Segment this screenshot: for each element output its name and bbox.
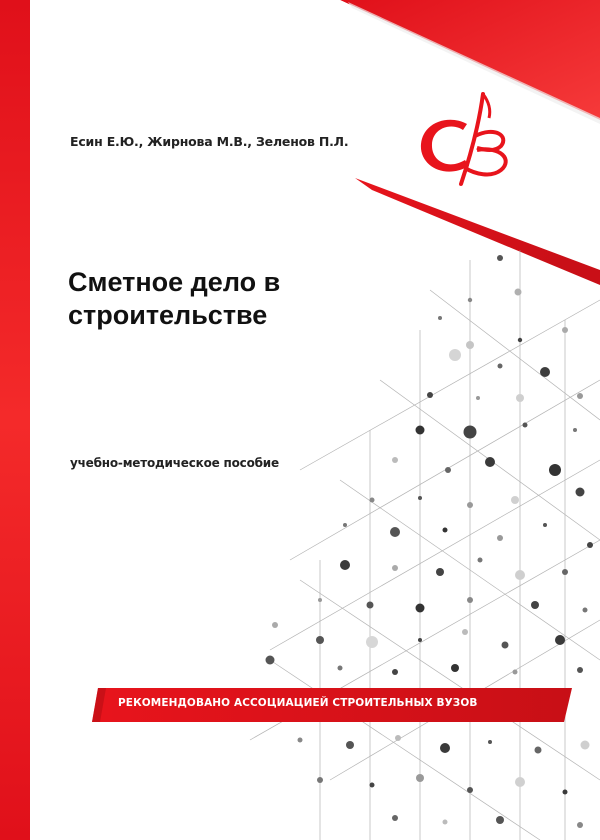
title-line-1: Сметное дело в <box>68 267 281 297</box>
recommendation-banner-text: РЕКОМЕНДОВАНО АССОЦИАЦИЕЙ СТРОИТЕЛЬНЫХ ВУЗОВ <box>118 697 478 709</box>
book-subtitle: учебно-методическое пособие <box>70 456 279 470</box>
title-line-2: строительстве <box>68 300 268 330</box>
authors-line: Есин Е.Ю., Жирнова М.В., Зеленов П.Л. <box>70 134 349 149</box>
